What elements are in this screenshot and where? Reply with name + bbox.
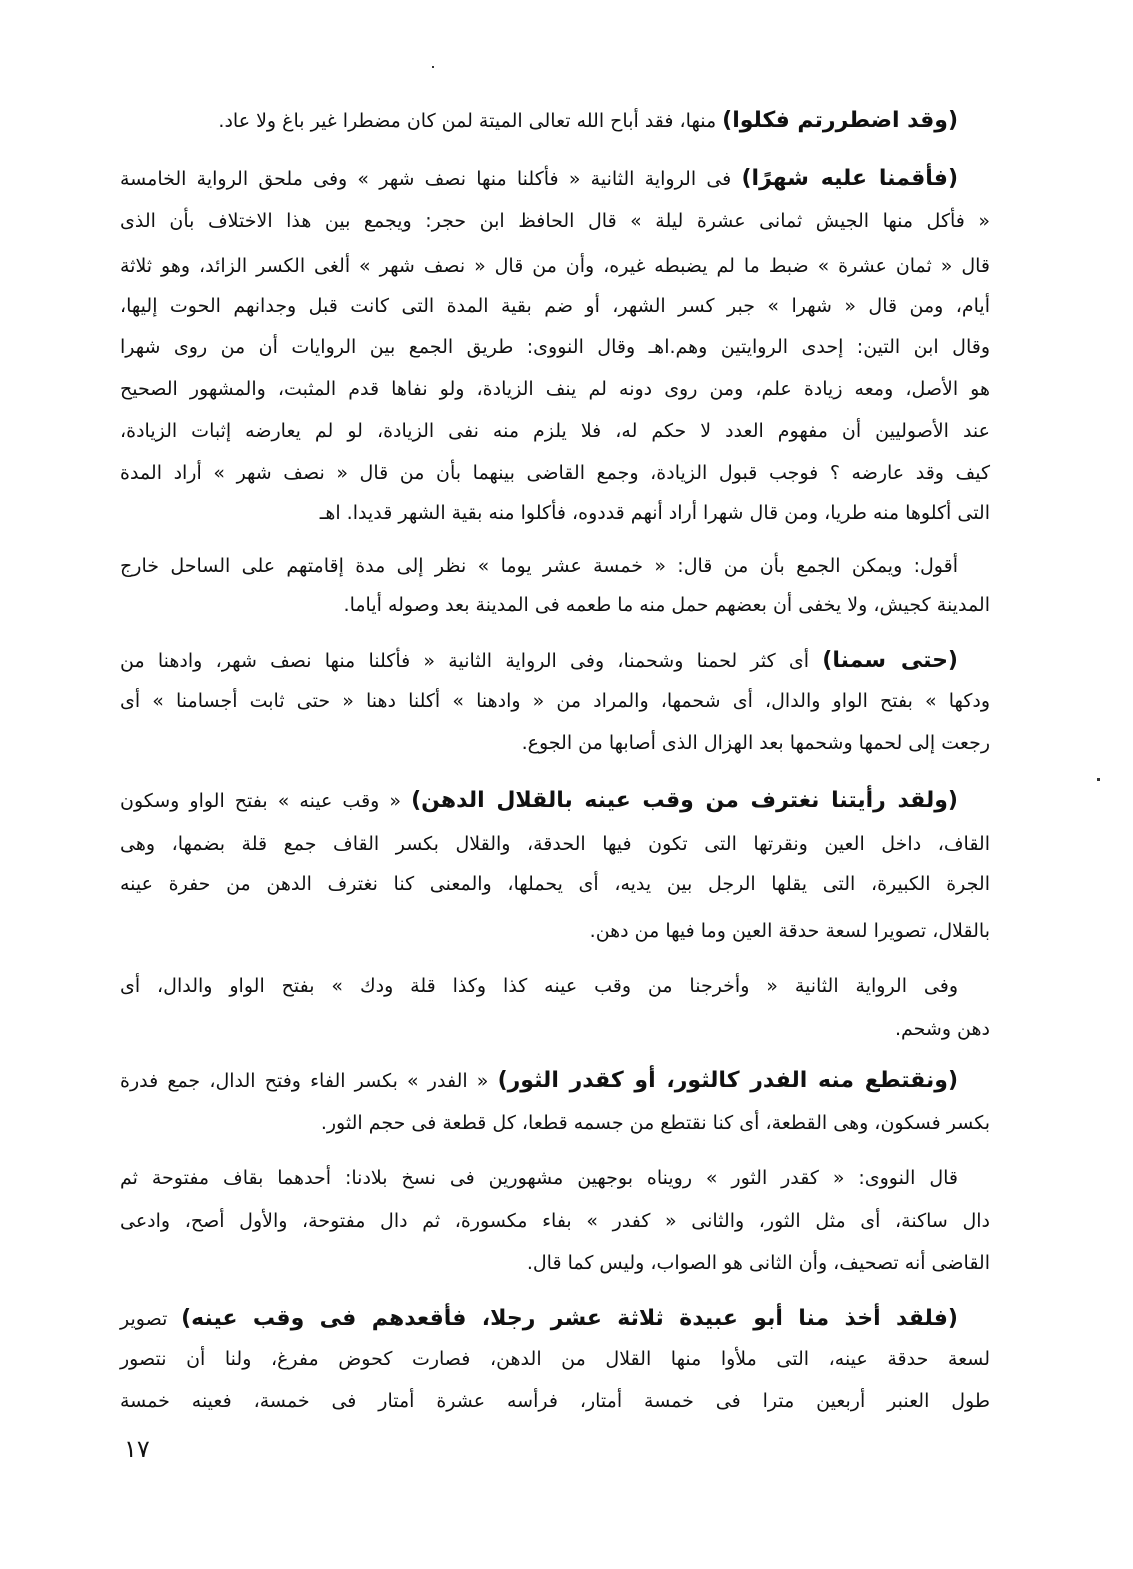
hadith-quote: (فلقد أخذ منا أبو عبيدة ثلاثة عشر رجلا، فأقعدهم فى وقب عينه) xyxy=(181,1306,958,1331)
paragraph-line xyxy=(120,686,990,716)
commentary-text: هو الأصل، ومعه زيادة علم، ومن روى دونه لم ينف الزيادة، ولو نفاها قدم المثبت، والمشهور الصحيح xyxy=(120,378,990,400)
hadith-quote: (حتى سمنا) xyxy=(822,648,958,673)
scan-speck xyxy=(1097,778,1100,781)
paragraph-line xyxy=(120,374,990,404)
paragraph-line xyxy=(120,1108,990,1138)
paragraph-line xyxy=(120,916,990,946)
commentary-text: لسعة حدقة عينه، التى ملأوا منها القلال من الدهن، فصارت كحوض مفرغ، ولنا أن نتصور xyxy=(120,1348,990,1370)
paragraph-first-line xyxy=(120,551,990,581)
paragraph-line xyxy=(120,869,990,899)
paragraph-first-line xyxy=(120,1066,990,1096)
paragraph-line xyxy=(120,829,990,859)
hadith-quote: (فأقمنا عليه شهرًا) xyxy=(741,166,959,191)
paragraph-first-line xyxy=(120,164,990,194)
commentary-text: القاضى أنه تصحيف، وأن الثانى هو الصواب، وليس كما قال. xyxy=(526,1252,990,1274)
commentary-text: وفى الرواية الثانية « وأخرجنا من وقب عينه كذا وكذا قلة ودك » بفتح الواو والدال، أى xyxy=(120,975,958,997)
scan-speck xyxy=(432,66,434,68)
commentary-text: بالقلال، تصويرا لسعة حدقة العين وما فيها من دهن. xyxy=(589,920,990,942)
paragraph-line xyxy=(120,1386,990,1416)
commentary-text: كيف وقد عارضه ؟ فوجب قبول الزيادة، وجمع القاضى بينهما بأن من قال « نصف شهر » أراد المدة xyxy=(120,462,990,484)
paragraph-line xyxy=(120,1344,990,1374)
commentary-text: منها، فقد أباح الله تعالى الميتة لمن كان مضطرا غير باغ ولا عاد. xyxy=(218,110,723,132)
commentary-text: « وقب عينه » بفتح الواو وسكون xyxy=(120,790,412,812)
commentary-text: أيام، ومن قال « شهرا » جبر كسر الشهر، أو ضم بقية المدة التى كانت قبل وجدانهم الحوت إليها، xyxy=(120,295,990,317)
commentary-text: قال « ثمان عشرة » ضبط ما لم يضبطه غيره، وأن من قال « نصف شهر » ألغى الكسر الزائد، وهو ثلاثة xyxy=(120,255,990,277)
commentary-text: وقال ابن التين: إحدى الروايتين وهم.اهـ وقال النووى: طريق الجمع بين الروايات أن من روى شهرا xyxy=(120,336,990,358)
hadith-quote: (ولقد رأيتنا نغترف من وقب عينه بالقلال الدهن) xyxy=(411,788,958,813)
paragraph-first-line xyxy=(120,106,990,136)
paragraph-first-line xyxy=(120,1163,990,1193)
paragraph-line xyxy=(120,1206,990,1236)
hadith-quote: (وقد اضطررتم فكلوا) xyxy=(722,108,958,133)
paragraph-line xyxy=(120,590,990,620)
paragraph-line xyxy=(120,206,990,236)
commentary-text: « فأكل منها الجيش ثمانى عشرة ليلة » قال الحافظ ابن حجر: ويجمع بين هذا الاختلاف بأن الذى xyxy=(120,210,990,232)
commentary-text: التى أكلوها منه طريا، ومن قال شهرا أراد أنهم قددوه، فأكلوا منه بقية الشهر قديدا. اهـ xyxy=(319,502,990,524)
paragraph-line xyxy=(120,728,990,758)
paragraph-line xyxy=(120,1248,990,1278)
commentary-text: ودكها » بفتح الواو والدال، أى شحمها، والمراد من « وادهنا » أكلنا دهنا « حتى ثابت أجسامنا » أى xyxy=(120,690,990,712)
commentary-text: رجعت إلى لحمها وشحمها بعد الهزال الذى أصابها من الجوع. xyxy=(521,732,990,754)
commentary-text: « الفدر » بكسر الفاء وفتح الدال، جمع فدرة xyxy=(120,1070,498,1092)
commentary-text: طول العنبر أربعين مترا فى خمسة أمتار، فرأسه عشرة أمتار فى خمسة، فعينه خمسة xyxy=(120,1390,990,1412)
commentary-text: أى كثر لحمنا وشحمنا، وفى الرواية الثانية « فأكلنا منها نصف شهر، وادهنا من xyxy=(120,650,823,672)
paragraph-line xyxy=(120,1014,990,1044)
commentary-text: المدينة كجيش، ولا يخفى أن بعضهم حمل منه ما طعمه فى المدينة بعد وصوله أياما. xyxy=(343,594,990,616)
paragraph-line xyxy=(120,458,990,488)
commentary-text: بكسر فسكون، وهى القطعة، أى كنا نقتطع من جسمه قطعا، كل قطعة فى حجم الثور. xyxy=(320,1112,990,1134)
commentary-text: دهن وشحم. xyxy=(894,1018,990,1040)
paragraph-line xyxy=(120,291,990,321)
commentary-text: قال النووى: « كقدر الثور » رويناه بوجهين مشهورين فى نسخ بلادنا: أحدهما بقاف مفتوحة ثم xyxy=(120,1167,958,1189)
paragraph-line xyxy=(120,416,990,446)
commentary-text: دال ساكنة، أى مثل الثور، والثانى « كفدر » بفاء مكسورة، ثم دال مفتوحة، والأول أصح، وادعى xyxy=(120,1210,990,1232)
paragraph-first-line xyxy=(120,1304,990,1334)
commentary-text: أقول: ويمكن الجمع بأن من قال: « خمسة عشر يوما » نظر إلى مدة إقامتهم على الساحل خارج xyxy=(120,555,958,577)
commentary-text: الجرة الكبيرة، التى يقلها الرجل بين يديه، أى يحملها، والمعنى كنا نغترف الدهن من حفرة عينه xyxy=(120,873,990,895)
hadith-quote: (ونقتطع منه الفدر كالثور، أو كقدر الثور) xyxy=(497,1068,959,1093)
paragraph-first-line xyxy=(120,786,990,816)
paragraph-first-line xyxy=(120,971,990,1001)
paragraph-line xyxy=(120,498,990,528)
paragraph-line xyxy=(120,251,990,281)
commentary-text: القاف، داخل العين ونقرتها التى تكون فيها الحدقة، والقلال بكسر القاف جمع قلة بضمها، وهى xyxy=(120,833,990,855)
page-number: ١٧ xyxy=(124,1435,150,1463)
commentary-text: عند الأصوليين أن مفهوم العدد لا حكم له، فلا يلزم منه نفى الزيادة، لو لم يعارضه إثبات الزيادة، xyxy=(120,420,990,442)
commentary-text: فى الرواية الثانية « فأكلنا منها نصف شهر » وفى ملحق الرواية الخامسة xyxy=(120,168,742,190)
commentary-text: تصوير xyxy=(120,1308,182,1330)
paragraph-line xyxy=(120,332,990,362)
paragraph-first-line xyxy=(120,646,990,676)
